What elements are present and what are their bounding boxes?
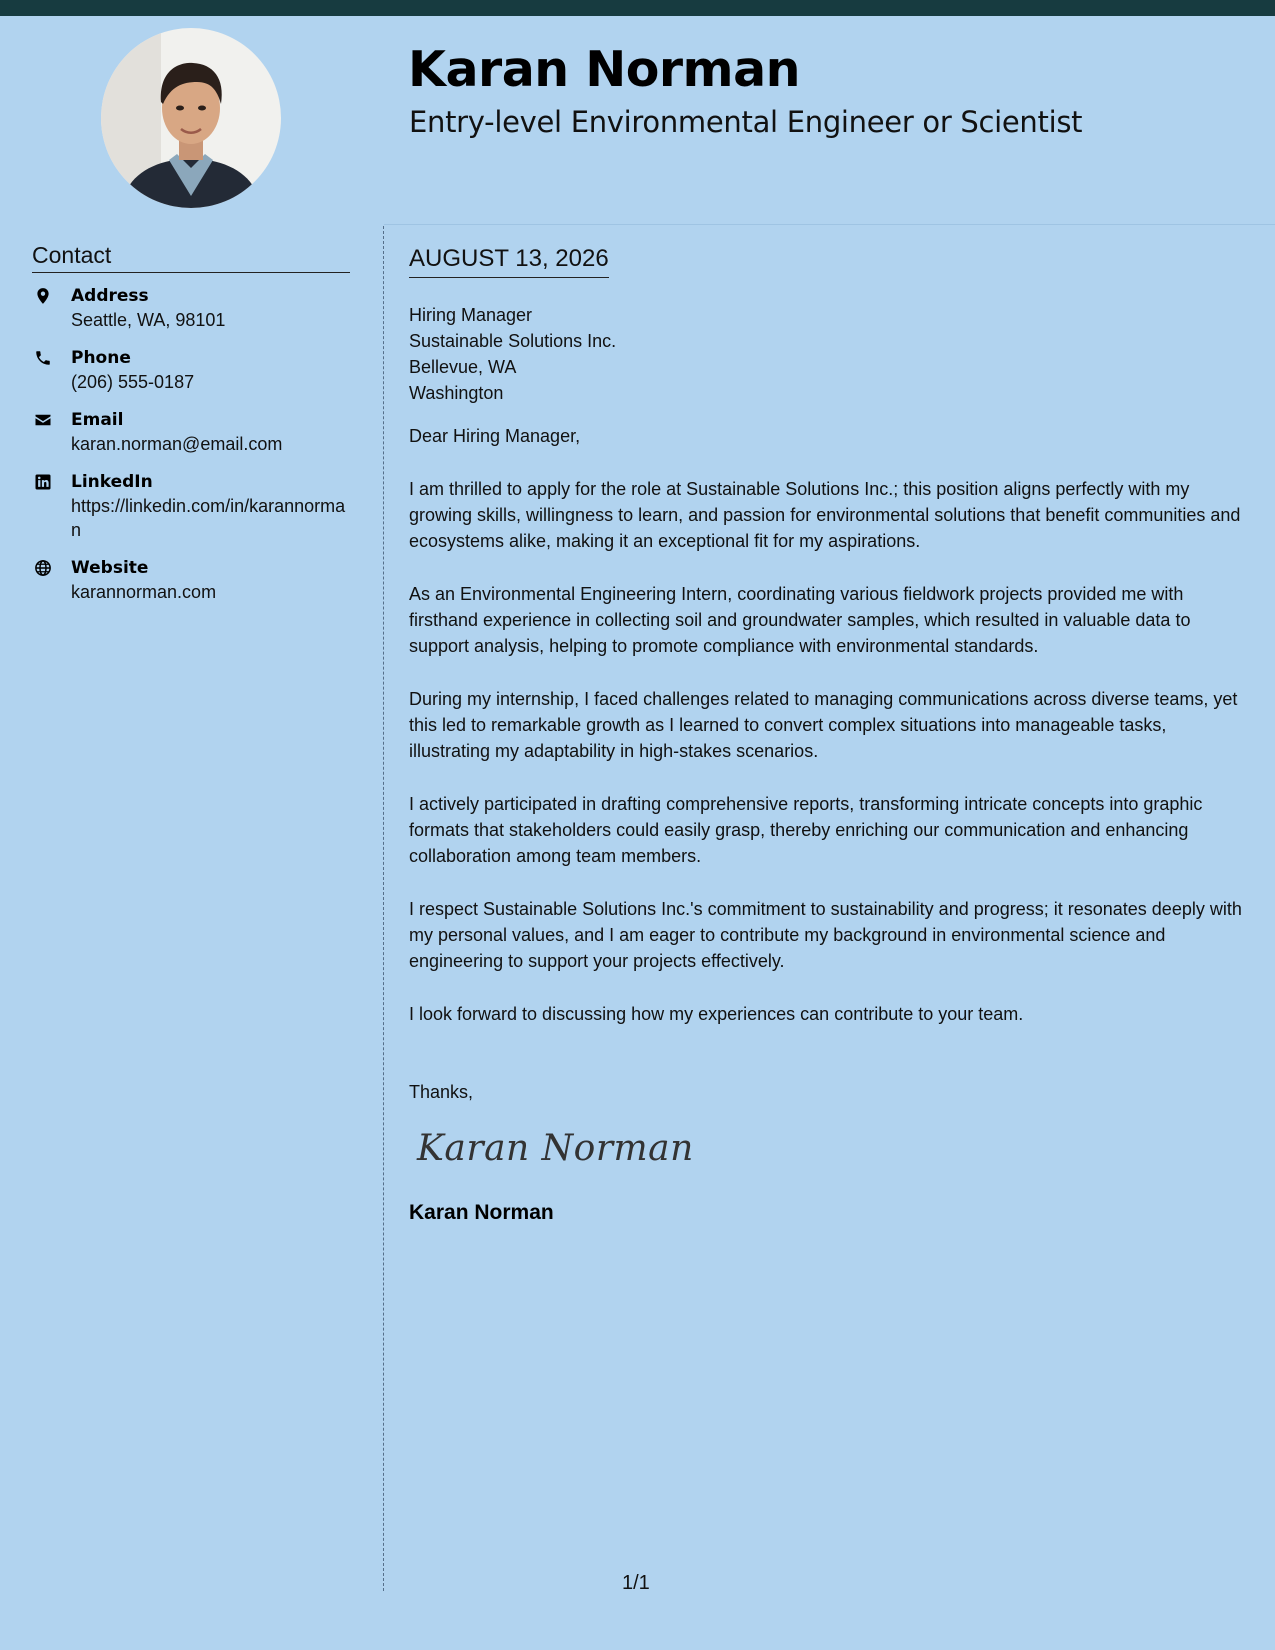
contact-heading: Contact xyxy=(32,240,350,273)
top-bar xyxy=(0,0,1275,16)
column-divider xyxy=(383,226,384,1591)
recipient-block xyxy=(409,302,1251,406)
signature: Karan Norman xyxy=(417,1128,694,1169)
letter-body xyxy=(409,302,1251,1227)
contact-value[interactable]: https://linkedin.com/in/karannorman xyxy=(71,496,346,540)
map-pin-icon xyxy=(34,287,52,305)
body-paragraph: I actively participated in drafting comprehensive reports, transforming intricate concepts into graphic formats that stakeholders could easily grasp, thereby enriching our communication and enhancing collaboration among team members. xyxy=(409,794,1203,866)
recipient-line: Hiring Manager xyxy=(409,305,533,325)
body-paragraph: I respect Sustainable Solutions Inc.'s commitment to sustainability and progress; it resonates deeply with my personal values, and I am eager to contribute my background in environmental science and engineering to support your projects effectively. xyxy=(409,899,1242,971)
contact-label: LinkedIn xyxy=(71,472,153,492)
letter-date: AUGUST 13, 2026 xyxy=(409,243,609,278)
salutation: Dear Hiring Manager, xyxy=(409,426,581,446)
recipient-line: Sustainable Solutions Inc. xyxy=(409,331,617,351)
globe-icon xyxy=(34,559,52,577)
envelope-icon xyxy=(34,411,52,429)
contact-label: Email xyxy=(71,410,124,430)
contact-item-linkedin xyxy=(32,470,352,542)
contact-value: (206) 555-0187 xyxy=(71,372,195,392)
contact-item-email xyxy=(32,408,352,456)
body-paragraph: During my internship, I faced challenges related to managing communications across diverse teams, yet this led to remarkable growth as I learned to convert complex situations into manageable tasks, illustrating my adaptability in high-stakes scenarios. xyxy=(409,689,1238,761)
body-paragraph: I look forward to discussing how my experiences can contribute to your team. xyxy=(409,1004,1024,1024)
closing-block xyxy=(409,1079,1251,1227)
contact-value: karan.norman@email.com xyxy=(71,434,283,454)
closing: Thanks, xyxy=(409,1082,474,1102)
contact-value[interactable]: karannorman.com xyxy=(71,582,217,602)
applicant-name: Karan Norman xyxy=(408,41,801,98)
phone-icon xyxy=(34,349,52,367)
contact-list xyxy=(32,284,352,618)
contact-item-website xyxy=(32,556,352,604)
linkedin-icon xyxy=(34,473,52,491)
page-number: 1/1 xyxy=(622,1572,650,1594)
recipient-line: Bellevue, WA xyxy=(409,357,517,377)
header-rule xyxy=(384,224,1275,225)
profile-photo xyxy=(101,28,281,208)
contact-value: Seattle, WA, 98101 xyxy=(71,310,226,330)
job-title: Entry-level Environmental Engineer or Scientist xyxy=(409,105,1083,139)
contact-item-address xyxy=(32,284,352,332)
body-paragraph: As an Environmental Engineering Intern, coordinating various fieldwork projects provided me with firsthand experience in collecting soil and groundwater samples, which resulted in valuable data to support analysis, helping to promote compliance with environmental standards. xyxy=(409,584,1191,656)
contact-label: Address xyxy=(71,286,149,306)
recipient-line: Washington xyxy=(409,383,504,403)
contact-item-phone xyxy=(32,346,352,394)
contact-label: Phone xyxy=(71,348,131,368)
contact-label: Website xyxy=(71,558,149,578)
body-paragraph: I am thrilled to apply for the role at Sustainable Solutions Inc.; this position aligns perfectly with my growing skills, willingness to learn, and passion for environmental solutions that benefit communities and ecosystems alike, making it an exceptional fit for my aspirations. xyxy=(409,479,1241,551)
signed-name: Karan Norman xyxy=(409,1201,554,1224)
